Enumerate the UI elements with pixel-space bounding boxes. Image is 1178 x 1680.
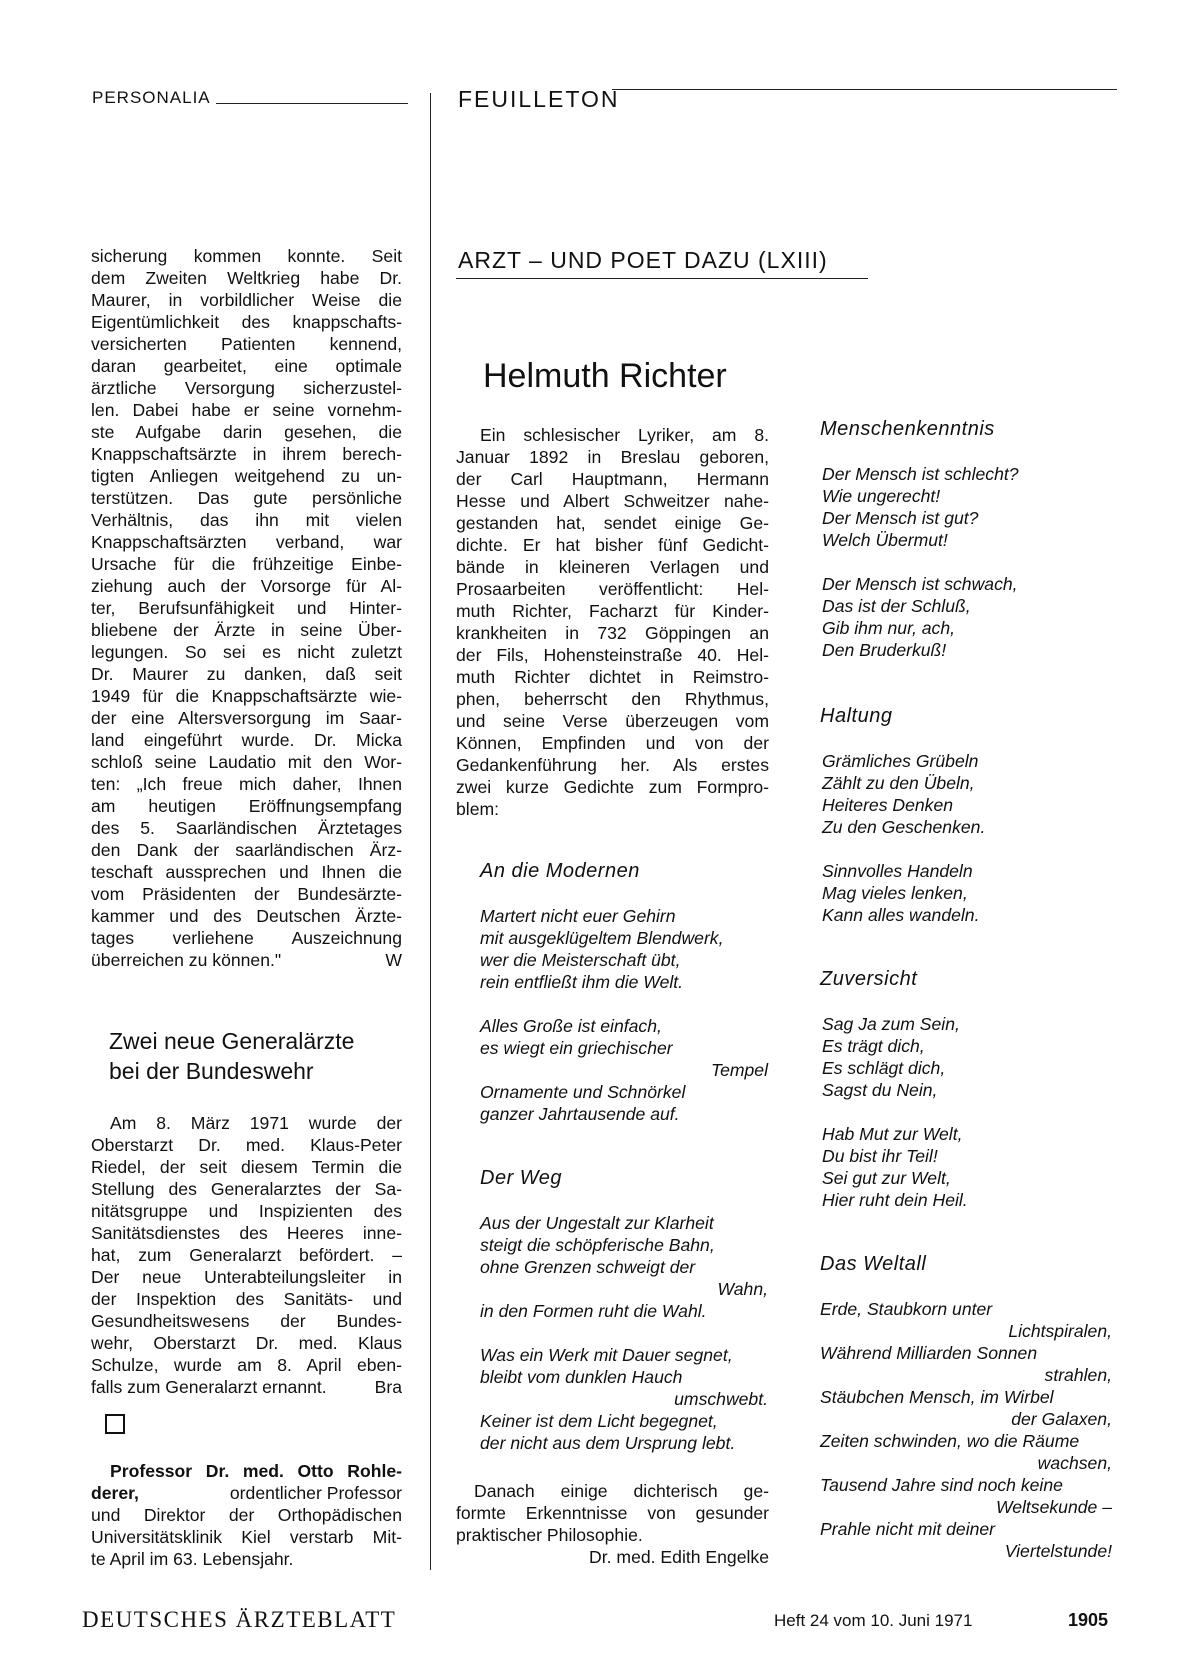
poem-line: Wahn,: [717, 1279, 768, 1299]
article-heading-generalaerzte: [109, 1026, 354, 1086]
text-line: hat, zum Generalarzt befördert. –: [91, 1245, 402, 1265]
poem-title-der-weg: Der Weg: [480, 1167, 563, 1189]
poem-title-menschenkenntnis: Menschenkenntnis: [820, 418, 995, 440]
text-line: den Dank der saarländischen Ärz-: [91, 840, 402, 860]
poem-title-haltung: Haltung: [820, 705, 893, 727]
text-line: Riedel, der seit diesem Termin die: [91, 1157, 402, 1177]
generalaerzte-article-text: [91, 1112, 402, 1398]
poem-line: Lichtspiralen,: [1008, 1321, 1112, 1341]
text-line: Knappschaftsärzte in ihrem berech-: [91, 444, 402, 464]
author-initial: Bra: [374, 1377, 402, 1397]
text-line: kammer und des Deutschen Ärzte-: [91, 906, 402, 926]
text-line: Gesundheitswesens der Bundes-: [91, 1311, 402, 1331]
text-line: vom Präsidenten der Bundesärzte-: [91, 884, 402, 904]
poem-line: rein entfließt ihm die Welt.: [480, 972, 684, 992]
poem-line: Sinnvolles Handeln: [822, 861, 973, 881]
text-line: ste Aufgabe darin gesehen, die: [91, 422, 402, 442]
text-line: blem:: [456, 799, 500, 819]
text-line: der Fils, Hohensteinstraße 40. Hel-: [456, 645, 769, 665]
text-line: Oberstarzt Dr. med. Klaus-Peter: [91, 1135, 402, 1155]
poem-line: strahlen,: [1044, 1365, 1112, 1385]
text-line: der eine Altersversorgung im Saar-: [91, 708, 402, 728]
poem-line: Heiteres Denken: [822, 795, 954, 815]
text-line: bände in kleineren Verlagen und: [456, 557, 769, 577]
poem-line: Hier ruht dein Heil.: [822, 1190, 968, 1210]
text-line: Gedankenführung her. Als erstes: [456, 755, 769, 775]
text-line: falls zum Generalarzt ernannt.: [91, 1377, 327, 1397]
article-intro: [456, 424, 769, 820]
poem-line: Das ist der Schluß,: [822, 596, 971, 616]
text-line: tages verliehene Auszeichnung: [91, 928, 402, 948]
obituary-name-end: derer,: [91, 1483, 139, 1503]
poem-line: Du bist ihr Teil!: [822, 1146, 938, 1166]
poem-line: Den Bruderkuß!: [822, 640, 947, 660]
journal-title: DEUTSCHES ÄRZTEBLATT: [82, 1607, 397, 1632]
poem-line: der Galaxen,: [1011, 1409, 1112, 1429]
poem-line: Prahle nicht mit deiner: [820, 1519, 996, 1539]
poem-line: Aus der Ungestalt zur Klarheit: [480, 1213, 714, 1233]
obituary-text: [91, 1460, 402, 1570]
poem-line: Grämliches Grübeln: [822, 751, 979, 771]
text-line: Schulze, wurde am 8. April eben-: [91, 1355, 402, 1375]
section-label-personalia: PERSONALIA: [92, 88, 211, 107]
text-line: Knappschaftsärzten verband, war: [91, 532, 402, 552]
heading-line: Zwei neue Generalärzte: [109, 1028, 355, 1054]
obituary-name: Professor Dr. med. Otto Rohle-: [110, 1461, 402, 1481]
poem-line: wachsen,: [1037, 1453, 1112, 1473]
poem-line: in den Formen ruht die Wahl.: [480, 1301, 707, 1321]
column-divider: [430, 93, 431, 1570]
text-line: ziehung auch der Vorsorge für Al-: [91, 576, 402, 596]
page-number: 1905: [1068, 1610, 1109, 1630]
text-line: phen, beherrscht den Rhythmus,: [456, 689, 769, 709]
text-line: gestanden hat, sendet einige Ge-: [456, 513, 769, 533]
text-line: Prosaarbeiten veröffentlicht: Hel-: [456, 579, 769, 599]
text-line: Der neue Unterabteilungsleiter in: [91, 1267, 402, 1287]
series-rule: [456, 278, 868, 279]
poem-line: bleibt vom dunklen Hauch: [480, 1367, 683, 1387]
text-line: ter, Berufsunfähigkeit und Hinter-: [91, 598, 402, 618]
text-line: Dr. Maurer zu danken, daß seit: [91, 664, 402, 684]
poem-line: steigt die schöpferische Bahn,: [480, 1235, 715, 1255]
text-line: Universitätsklinik Kiel verstarb Mit-: [91, 1527, 402, 1547]
text-line: überreichen zu können.": [91, 950, 282, 970]
text-line: bliebene der Ärzte in seine Über-: [91, 620, 402, 640]
poem-line: Weltsekunde –: [995, 1497, 1112, 1517]
text-line: Eigentümlichkeit des knappschafts-: [91, 312, 402, 332]
text-line: 1949 für die Knappschaftsärzte wie-: [91, 686, 402, 706]
text-line: Januar 1892 in Breslau geboren,: [456, 447, 769, 467]
text-line: daran gearbeitet, eine optimale: [91, 356, 402, 376]
text-line: zwei kurze Gedichte zum Formpro-: [456, 777, 769, 797]
poem-title-an-die-modernen: An die Modernen: [480, 860, 640, 882]
text-line: ärztliche Versorgung sicherzustel-: [91, 378, 402, 398]
text-line: Verhältnis, das ihn mit vielen: [91, 510, 402, 530]
poem-line: Der Mensch ist gut?: [822, 508, 979, 528]
poem-line: Hab Mut zur Welt,: [822, 1124, 963, 1144]
text-line: terstützen. Das gute persönliche: [91, 488, 402, 508]
text-line: der Carl Hauptmann, Hermann: [456, 469, 769, 489]
poem-line: Der Mensch ist schlecht?: [822, 464, 1019, 484]
text-line: Hesse und Albert Schweitzer nahe-: [456, 491, 769, 511]
poem-line: Sei gut zur Welt,: [822, 1168, 951, 1188]
text-line: Ursache für die frühzeitige Einbe-: [91, 554, 402, 574]
poem-line: Welch Übermut!: [822, 530, 948, 550]
poem-line: Zu den Geschenken.: [822, 817, 986, 837]
poem-line: Keiner ist dem Licht begegnet,: [480, 1411, 718, 1431]
poem-line: der nicht aus dem Ursprung lebt.: [480, 1433, 736, 1453]
poem-line: Was ein Werk mit Dauer segnet,: [480, 1345, 733, 1365]
issue-info: Heft 24 vom 10. Juni 1971: [774, 1611, 973, 1630]
section-label-feuilleton: FEUILLETON: [458, 86, 620, 112]
poem-line: Viertelstunde!: [1004, 1541, 1112, 1561]
poem-line: es wiegt ein griechischer: [480, 1038, 673, 1058]
text-line: te April im 63. Lebensjahr.: [91, 1549, 294, 1569]
text-line: und Direktor der Orthopädischen: [91, 1505, 402, 1525]
text-line: praktischer Philosophie.: [456, 1525, 643, 1545]
text-line: am heutigen Eröffnungsempfang: [91, 796, 402, 816]
poem-der-weg: [480, 1212, 768, 1454]
poem-line: Zeiten schwinden, wo die Räume: [820, 1431, 1080, 1451]
poem-title-das-weltall: Das Weltall: [820, 1253, 927, 1275]
text-line: des 5. Saarländischen Ärztetages: [91, 818, 402, 838]
text-line: len. Dabei habe er seine vornehm-: [91, 400, 402, 420]
text-line: sicherung kommen konnte. Seit: [91, 246, 402, 266]
text-line: krankheiten in 732 Göppingen an: [456, 623, 769, 643]
poem-line: Sag Ja zum Sein,: [822, 1014, 960, 1034]
poem-line: mit ausgeklügeltem Blendwerk,: [480, 928, 724, 948]
poem-line: Ornamente und Schnörkel: [480, 1082, 686, 1102]
text-line: dem Zweiten Weltkrieg habe Dr.: [91, 268, 402, 288]
text-line: ten: „Ich freue mich daher, Ihnen: [91, 774, 402, 794]
poem-line: Kann alles wandeln.: [822, 905, 980, 925]
text-line: nitätsgruppe und Inspizienten des: [91, 1201, 402, 1221]
poem-line: Tempel: [710, 1060, 768, 1080]
poem-line: Tausend Jahre sind noch keine: [820, 1475, 1063, 1495]
text-line: Können, Empfinden und von der: [456, 733, 769, 753]
text-line: land eingeführt wurde. Dr. Micka: [91, 730, 402, 750]
heading-line: bei der Bundeswehr: [109, 1058, 314, 1084]
poem-line: umschwebt.: [674, 1389, 768, 1409]
text-line: versicherten Patienten kennend,: [91, 334, 402, 354]
text-line: Ein schlesischer Lyriker, am 8.: [480, 425, 769, 445]
author-initial: W: [385, 950, 402, 970]
text-line: muth Richter, Facharzt für Kinder-: [456, 601, 769, 621]
poem-title-zuversicht: Zuversicht: [820, 968, 918, 990]
text-line: Stellung des Generalarztes der Sa-: [91, 1179, 402, 1199]
text-line: Maurer, in vorbildlicher Weise die: [91, 290, 402, 310]
text-line: tigten Anliegen weitgehend zu un-: [91, 466, 402, 486]
poem-line: Während Milliarden Sonnen: [820, 1343, 1038, 1363]
separator-box: [105, 1414, 125, 1434]
poem-line: Stäubchen Mensch, im Wirbel: [820, 1387, 1054, 1407]
poem-line: ganzer Jahrtausende auf.: [480, 1104, 680, 1124]
text-line: ordentlicher Professor: [229, 1483, 402, 1503]
poem-menschenkenntnis: [822, 463, 1114, 661]
text-line: Danach einige dichterisch ge-: [474, 1481, 769, 1501]
poem-line: Wie ungerecht!: [822, 486, 941, 506]
poem-line: Gib ihm nur, ach,: [822, 618, 955, 638]
poem-line: Zählt zu den Übeln,: [822, 773, 975, 793]
text-line: der Inspektion des Sanitäts- und: [91, 1289, 402, 1309]
text-line: dichte. Er hat bisher fünf Gedicht-: [456, 535, 769, 555]
text-line: muth Richter dichtet in Reimstro-: [456, 667, 769, 687]
poem-zuversicht: [822, 1013, 1114, 1211]
poem-line: Es trägt dich,: [822, 1036, 925, 1056]
personalia-article-text: [91, 245, 402, 971]
poem-das-weltall: [820, 1298, 1112, 1562]
poem-line: ohne Grenzen schweigt der: [480, 1257, 696, 1277]
text-line: formte Erkenntnisse von gesunder: [456, 1503, 769, 1523]
article-title: Helmuth Richter: [483, 357, 727, 395]
poem-line: Sagst du Nein,: [822, 1080, 938, 1100]
poem-line: wer die Meisterschaft übt,: [480, 950, 681, 970]
poem-line: Es schlägt dich,: [822, 1058, 946, 1078]
poem-line: Erde, Staubkorn unter: [820, 1299, 993, 1319]
article-outro: [456, 1480, 769, 1568]
series-heading: ARZT – UND POET DAZU (LXIII): [458, 247, 828, 273]
text-line: schloß seine Laudatio mit den Wor-: [91, 752, 402, 772]
text-line: teschaft aussprechen und Ihnen die: [91, 862, 402, 882]
poem-line: Mag vieles lenken,: [822, 883, 968, 903]
text-line: Am 8. März 1971 wurde der: [110, 1113, 402, 1133]
header-rule-right: [612, 89, 1117, 90]
text-line: und seine Verse überzeugen vom: [456, 711, 769, 731]
poem-an-die-modernen: [480, 905, 768, 1125]
article-author: Dr. med. Edith Engelke: [589, 1547, 769, 1567]
text-line: wehr, Oberstarzt Dr. med. Klaus: [91, 1333, 402, 1353]
header-rule-left: [216, 103, 408, 104]
poem-line: Martert nicht euer Gehirn: [480, 906, 676, 926]
text-line: legungen. So sei es nicht zuletzt: [91, 642, 402, 662]
poem-line: Alles Große ist einfach,: [480, 1016, 662, 1036]
poem-line: Der Mensch ist schwach,: [822, 574, 1018, 594]
poem-haltung: [822, 750, 1114, 926]
text-line: Sanitätsdienstes des Heeres inne-: [91, 1223, 402, 1243]
